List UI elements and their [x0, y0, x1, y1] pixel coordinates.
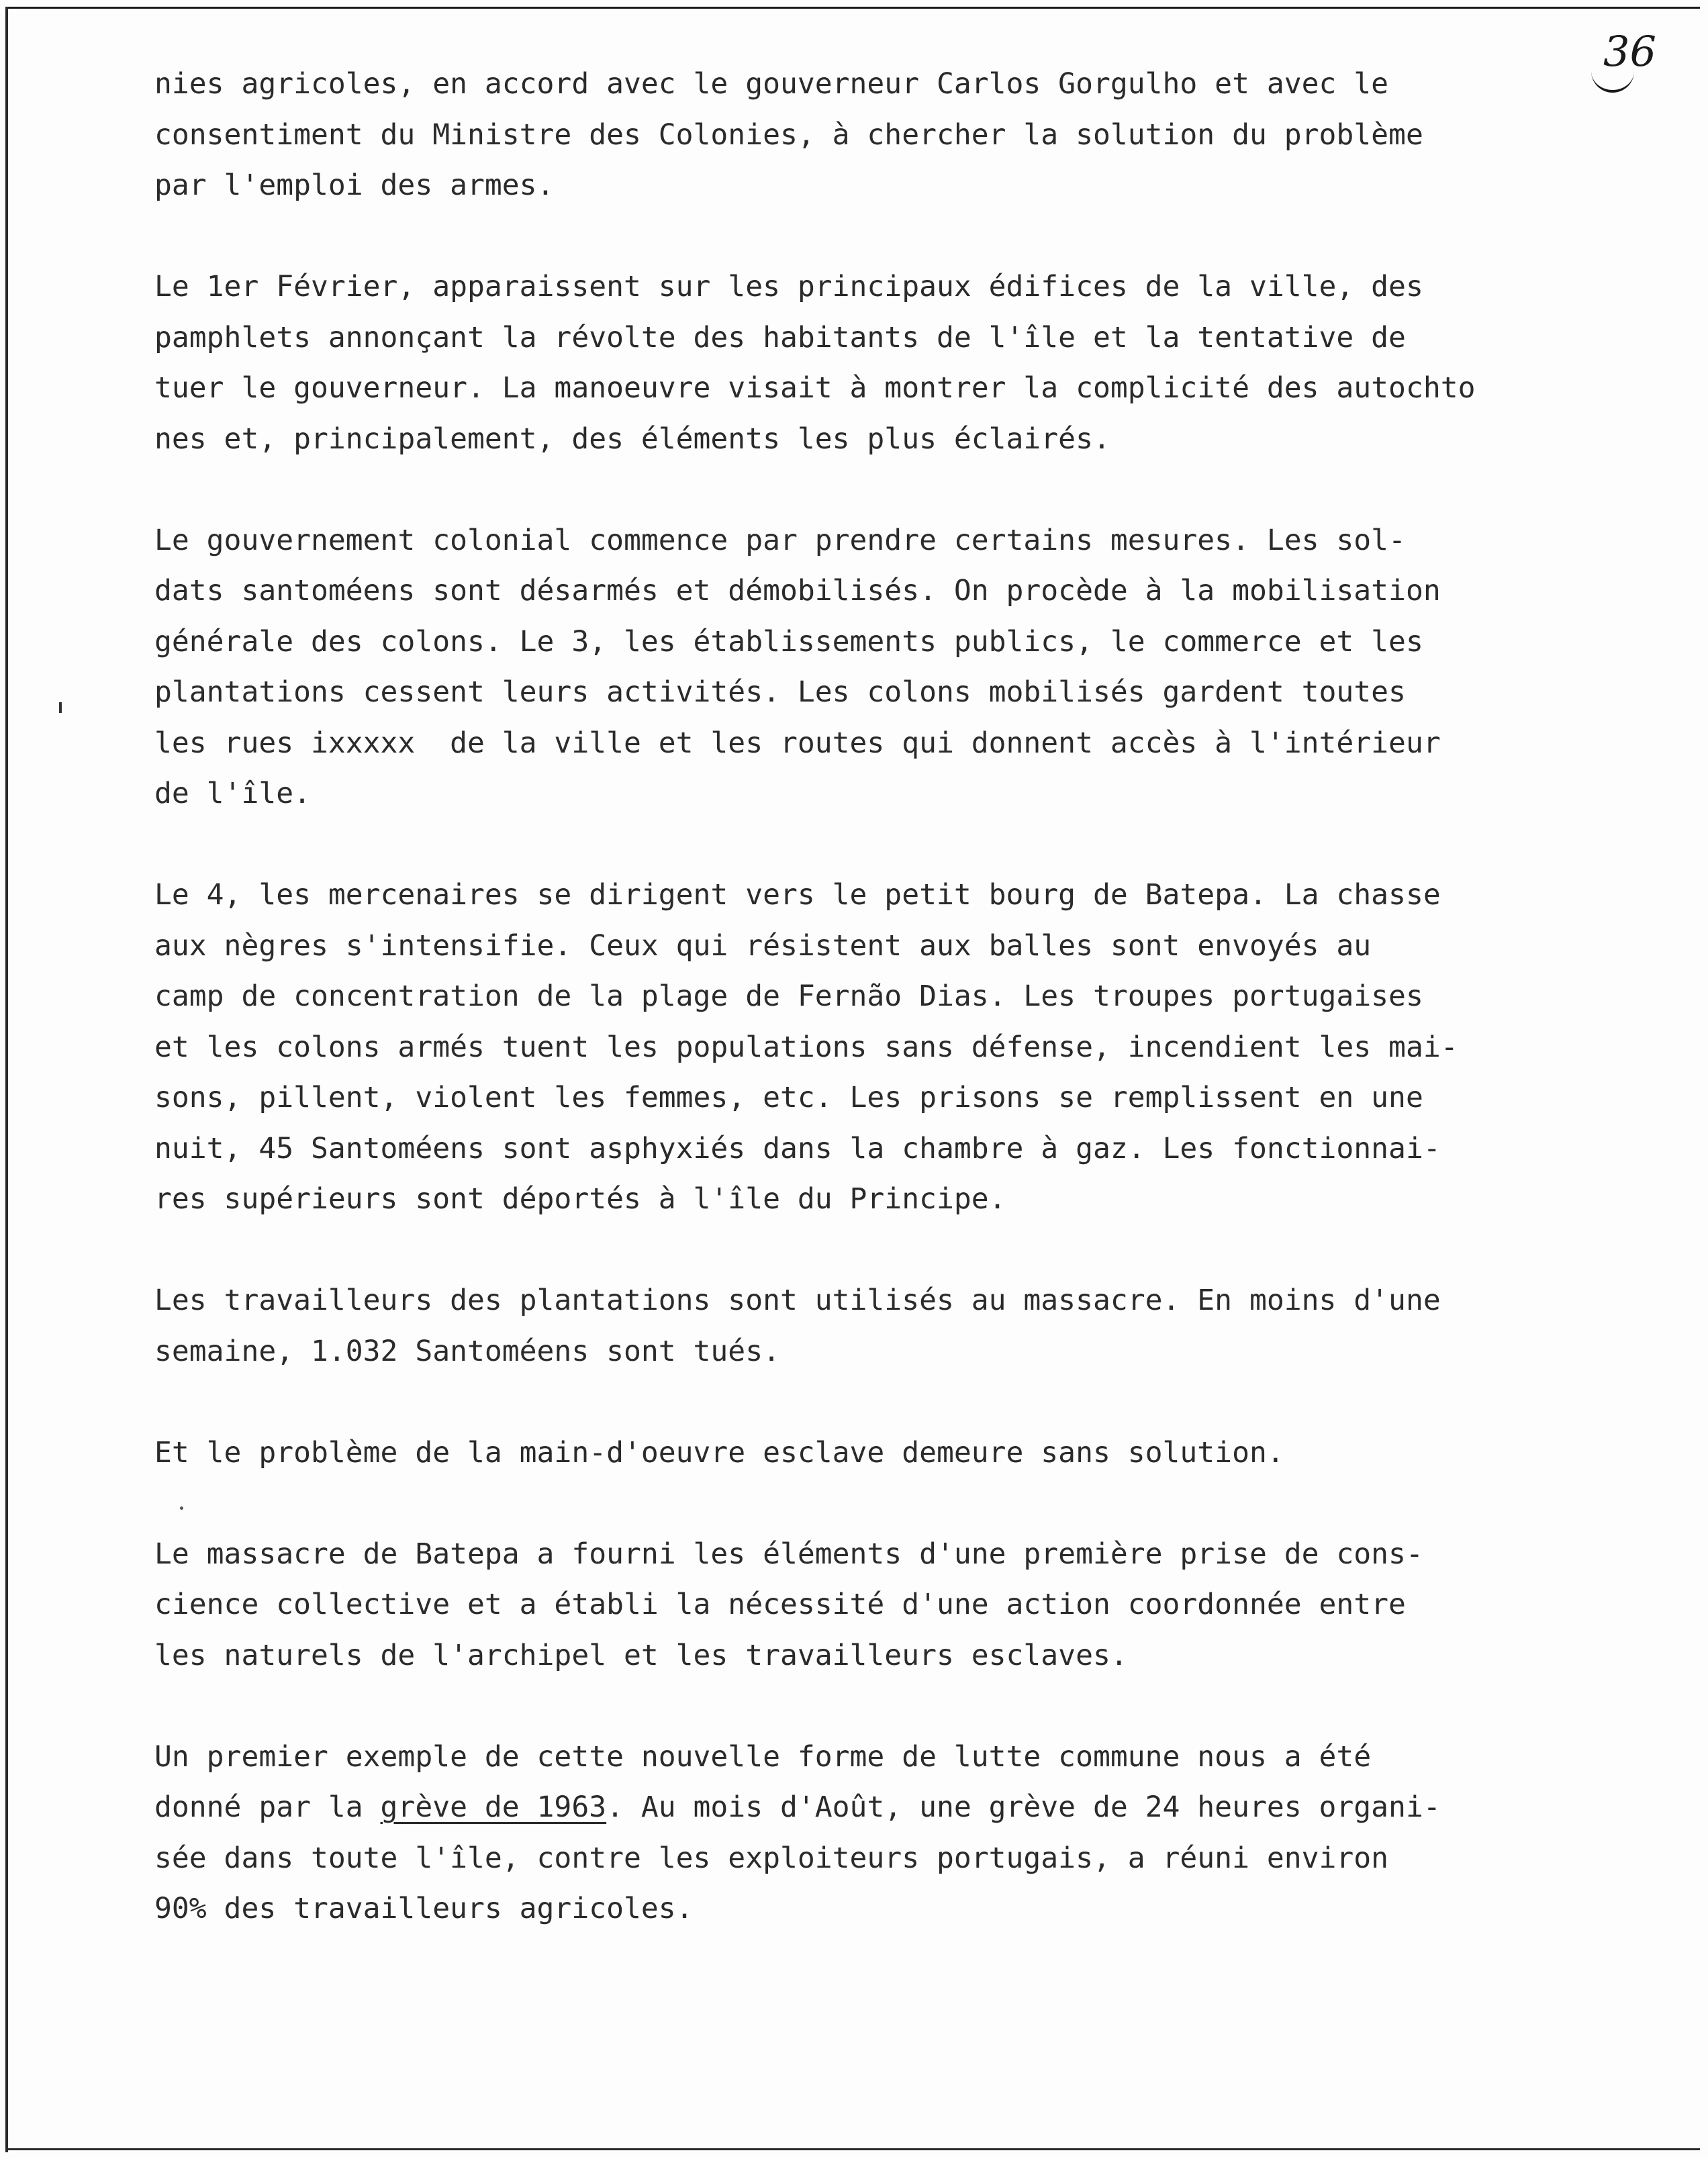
text-line-with-underline: [154, 1782, 1658, 1833]
paragraph-5: [154, 1276, 1658, 1377]
text-line: cience collective et a établi la nécessité d'une action coordonnée entre: [154, 1588, 1406, 1621]
text-line: camp de concentration de la plage de Fernão Dias. Les troupes portugaises: [154, 979, 1423, 1013]
text-line: par l'emploi des armes.: [154, 169, 555, 202]
paragraph-1: [154, 59, 1658, 211]
text-line: res supérieurs sont déportés à l'île du Principe.: [154, 1182, 1006, 1216]
text-line: sée dans toute l'île, contre les exploiteurs portugais, a réuni environ: [154, 1841, 1389, 1875]
text-line: nuit, 45 Santoméens sont asphyxiés dans la chambre à gaz. Les fonctionnai-: [154, 1131, 1441, 1165]
text-line: Le 1er Février, apparaissent sur les principaux édifices de la ville, des: [154, 270, 1423, 303]
text-line: dats santoméens sont désarmés et démobilisés. On procède à la mobilisation: [154, 574, 1441, 608]
page-border-bottom: [5, 2148, 1700, 2150]
text-line: semaine, 1.032 Santoméens sont tués.: [154, 1334, 780, 1368]
typed-text-body: [154, 59, 1658, 1985]
text-line: 90% des travailleurs agricoles.: [154, 1892, 694, 1925]
text-line: sons, pillent, violent les femmes, etc. Les prisons se remplissent en une: [154, 1081, 1423, 1114]
page-number: 36: [1603, 27, 1656, 76]
text-line: Le gouvernement colonial commence par prendre certains mesures. Les sol-: [154, 523, 1406, 557]
underlined-phrase: grève de 1963: [380, 1790, 607, 1824]
paragraph-6: [154, 1428, 1658, 1479]
margin-mark: [59, 702, 62, 713]
text-line: aux nègres s'intensifie. Ceux qui résistent aux balles sont envoyés au: [154, 928, 1372, 963]
paragraph-3: [154, 516, 1658, 820]
paragraph-8: [154, 1732, 1658, 1935]
text-segment: donné par la: [154, 1790, 381, 1824]
paragraph-2: [154, 262, 1658, 465]
text-line: consentiment du Ministre des Colonies, à chercher la solution du problème: [154, 117, 1423, 152]
text-line: et les colons armés tuent les populations sans défense, incendient les mai-: [154, 1030, 1458, 1064]
paragraph-4: [154, 870, 1658, 1225]
text-line: Les travailleurs des plantations sont utilisés au massacre. En moins d'une: [154, 1284, 1441, 1317]
text-line: Un premier exemple de cette nouvelle forme de lutte commune nous a été: [154, 1739, 1372, 1774]
paragraph-7: [154, 1529, 1658, 1682]
text-line: nes et, principalement, des éléments les plus éclairés.: [154, 422, 1110, 456]
text-line: nies agricoles, en accord avec le gouverneur Carlos Gorgulho et avec le: [154, 67, 1389, 101]
text-line: Le massacre de Batepa a fourni les éléments d'une première prise de cons-: [154, 1537, 1423, 1571]
text-segment: . Au mois d'Août, une grève de 24 heures organi-: [606, 1790, 1441, 1824]
page-border-top: [8, 7, 1700, 9]
text-line: tuer le gouverneur. La manoeuvre visait à montrer la complicité des autochto: [154, 371, 1476, 405]
text-line: Et le problème de la main-d'oeuvre esclave demeure sans solution.: [154, 1435, 1284, 1470]
text-line: Le 4, les mercenaires se dirigent vers le petit bourg de Batepa. La chasse: [154, 878, 1441, 912]
text-line: les naturels de l'archipel et les travailleurs esclaves.: [154, 1638, 1128, 1672]
text-line: pamphlets annonçant la révolte des habitants de l'île et la tentative de: [154, 320, 1406, 354]
text-line: de l'île.: [154, 777, 311, 810]
page-border-left: [5, 7, 8, 2152]
text-line: générale des colons. Le 3, les établissements publics, le commerce et les: [154, 624, 1423, 659]
text-line: les rues ixxxxx de la ville et les routes qui donnent accès à l'intérieur: [154, 726, 1441, 760]
text-line: plantations cessent leurs activités. Les colons mobilisés gardent toutes: [154, 675, 1406, 709]
